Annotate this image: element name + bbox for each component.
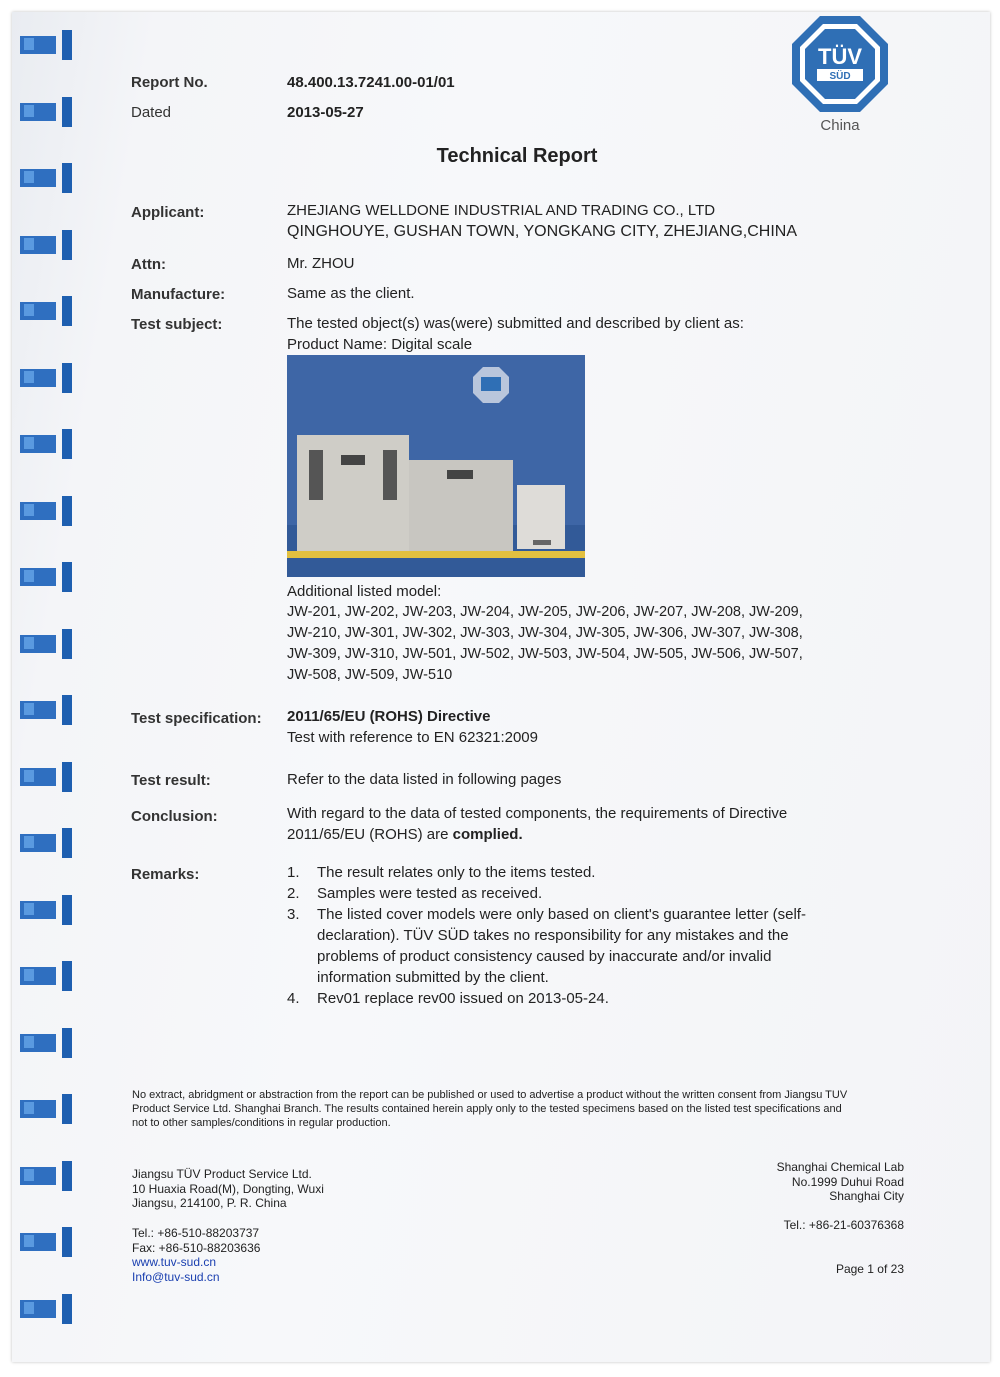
disclaimer-line: not to other samples/conditions in regular production. xyxy=(132,1117,391,1129)
telephone: Tel.: +86-510-88203737 xyxy=(132,1226,260,1240)
disclaimer-line: No extract, abridgment or abstraction from the report can be published or used to advertise a product without the written consent from Jiangsu TUV xyxy=(132,1089,848,1101)
binding-ring xyxy=(20,762,80,788)
manufacture-value: Same as the client. xyxy=(287,285,415,302)
address-line: 10 Huaxia Road(M), Dongting, Wuxi xyxy=(132,1181,324,1196)
remark-text: problems of product consistency caused by inaccurate and/or invalid xyxy=(317,948,772,965)
product-photo xyxy=(287,355,585,577)
logo-country: China xyxy=(820,117,860,134)
binding-ring xyxy=(20,1227,80,1253)
remark-text: The listed cover models were only based on client's guarantee letter (self- xyxy=(317,906,806,923)
conclusion-line1: With regard to the data of tested components, the requirements of Directive xyxy=(287,805,788,822)
attn-label: Attn: xyxy=(131,256,166,273)
remark-text: Rev01 replace rev00 issued on 2013-05-24. xyxy=(317,990,609,1007)
models-heading: Additional listed model: xyxy=(287,583,442,600)
applicant-line2: QINGHOUYE, GUSHAN TOWN, YONGKANG CITY, ZHEJIANG,CHINA xyxy=(287,223,797,240)
remarks-label: Remarks: xyxy=(131,866,200,883)
binding-ring xyxy=(20,961,80,987)
binding-ring xyxy=(20,1028,80,1054)
dated-label: Dated xyxy=(131,104,172,121)
binding-ring xyxy=(20,1294,80,1320)
binding-ring xyxy=(20,895,80,921)
lab-name: Shanghai Chemical Lab xyxy=(776,1160,904,1174)
fax: Fax: +86-510-88203636 xyxy=(132,1240,261,1255)
remark-number: 4. xyxy=(287,990,300,1007)
svg-text:TÜV: TÜV xyxy=(818,44,862,69)
binding-ring xyxy=(20,695,80,721)
remark-number: 2. xyxy=(287,885,300,902)
spec-reference: Test with reference to EN 62321:2009 xyxy=(287,729,538,746)
models-line: JW-508, JW-509, JW-510 xyxy=(287,667,453,683)
tuv-sud-logo xyxy=(790,14,890,114)
test-subject-label: Test subject: xyxy=(131,316,223,333)
conclusion-text: 2011/65/EU (ROHS) are xyxy=(287,826,453,843)
product-name: Product Name: Digital scale xyxy=(287,336,473,353)
company-name: Jiangsu TÜV Product Service Ltd. xyxy=(132,1167,312,1181)
binding-ring xyxy=(20,629,80,655)
dated-value: 2013-05-27 xyxy=(287,104,364,121)
report-number: 48.400.13.7241.00-01/01 xyxy=(287,74,455,91)
lab-road: No.1999 Duhui Road xyxy=(791,1174,904,1189)
spiral-binding xyxy=(12,18,82,1358)
applicant-label: Applicant: xyxy=(131,204,205,221)
conclusion-verdict: complied. xyxy=(452,826,523,843)
page-number: Page 1 of 23 xyxy=(835,1262,904,1276)
remark-text: information submitted by the client. xyxy=(317,969,549,986)
footer-left-contact xyxy=(132,1226,260,1284)
website-link[interactable]: www.tuv-sud.cn xyxy=(132,1255,217,1269)
email-link[interactable]: Info@tuv-sud.cn xyxy=(132,1269,220,1284)
test-subject-line1: The tested object(s) was(were) submitted and described by client as: xyxy=(287,315,744,332)
binding-ring xyxy=(20,296,80,322)
binding-ring xyxy=(20,496,80,522)
test-result-label: Test result: xyxy=(131,772,211,789)
conclusion-line2 xyxy=(287,826,523,843)
conclusion-label: Conclusion: xyxy=(131,808,218,825)
remark-number: 3. xyxy=(287,906,300,923)
test-specification-label: Test specification: xyxy=(131,710,262,727)
binding-ring xyxy=(20,97,80,123)
models-line: JW-201, JW-202, JW-203, JW-204, JW-205, JW-206, JW-207, JW-208, JW-209, xyxy=(287,604,803,620)
applicant-line1: ZHEJIANG WELLDONE INDUSTRIAL AND TRADING CO., LTD xyxy=(287,202,716,219)
disclaimer xyxy=(132,1088,912,1130)
address-line: Jiangsu, 214100, P. R. China xyxy=(132,1196,287,1210)
spec-directive: 2011/65/EU (ROHS) Directive xyxy=(287,708,491,725)
lab-telephone: Tel.: +86-21-60376368 xyxy=(783,1218,904,1232)
disclaimer-line: Product Service Ltd. Shanghai Branch. The results contained herein apply only to the tested specimens based on the listed test specifications and xyxy=(132,1103,842,1115)
footer-left-address xyxy=(132,1167,324,1211)
attn-value: Mr. ZHOU xyxy=(287,255,355,272)
lab-city: Shanghai City xyxy=(829,1189,904,1203)
binding-ring xyxy=(20,828,80,854)
footer-right-address xyxy=(777,1160,904,1204)
models-line: JW-309, JW-310, JW-501, JW-502, JW-503, JW-504, JW-505, JW-506, JW-507, xyxy=(287,646,803,662)
binding-ring xyxy=(20,363,80,389)
report-number-label: Report No. xyxy=(131,74,208,91)
remark-number: 1. xyxy=(287,864,300,881)
binding-ring xyxy=(20,1094,80,1120)
models-line: JW-210, JW-301, JW-302, JW-303, JW-304, JW-305, JW-306, JW-307, JW-308, xyxy=(287,625,803,641)
binding-ring xyxy=(20,30,80,56)
page-title: Technical Report xyxy=(436,145,598,167)
remark-text: The result relates only to the items tested. xyxy=(317,864,596,881)
test-result-value: Refer to the data listed in following pages xyxy=(287,771,562,788)
binding-ring xyxy=(20,562,80,588)
binding-ring xyxy=(20,230,80,256)
remark-text: declaration). TÜV SÜD takes no responsibility for any mistakes and the xyxy=(317,927,789,944)
remark-text: Samples were tested as received. xyxy=(317,885,543,902)
manufacture-label: Manufacture: xyxy=(131,286,226,303)
svg-text:SÜD: SÜD xyxy=(829,71,851,82)
binding-ring xyxy=(20,1161,80,1187)
binding-ring xyxy=(20,429,80,455)
